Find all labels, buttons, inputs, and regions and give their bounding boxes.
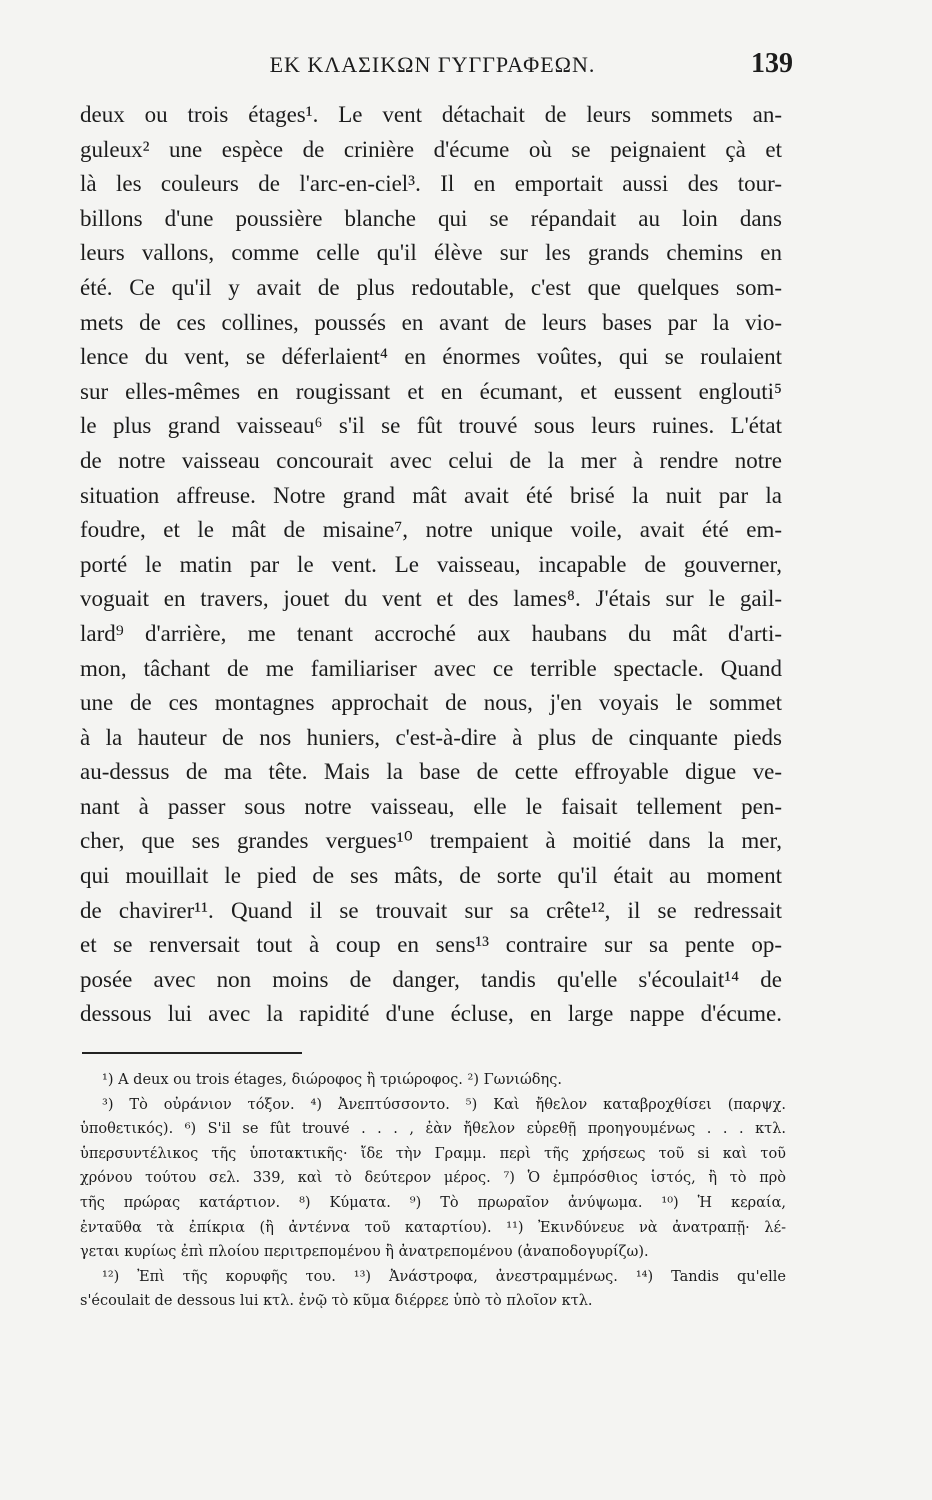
- body-line: nant à passer sous notre vaisseau, elle le faisait tellement pen-: [80, 793, 782, 819]
- body-line: sur elles-mêmes en rougissant et en écumant, et eussent englouti⁵: [80, 378, 782, 404]
- body-line: voguait en travers, jouet du vent et des lames⁸. J'étais sur le gail-: [80, 586, 782, 612]
- body-line: à la hauteur de nos huniers, c'est-à-dire à plus de cinquante pieds: [80, 724, 782, 750]
- footnote-line: χρόνου τούτου σελ. 339, καὶ τὸ δεύτερον μέρος. ⁷) Ὁ ἐμπρόσθιος ἱστός, ἢ τὸ πρὸ: [80, 1170, 786, 1187]
- footnotes: [80, 1068, 786, 1314]
- body-line: foudre, et le mât de misaine⁷, notre unique voile, avait été em-: [80, 517, 782, 543]
- body-line: au-dessus de ma tête. Mais la base de cette effroyable digue ve-: [80, 759, 782, 785]
- body-line: le plus grand vaisseau⁶ s'il se fût trouvé sous leurs ruines. L'état: [80, 413, 782, 439]
- body-line: une de ces montagnes approchait de nous, j'en voyais le sommet: [80, 690, 782, 716]
- body-line: lard⁹ d'arrière, me tenant accroché aux haubans du mât d'arti-: [80, 620, 782, 646]
- body-line: été. Ce qu'il y avait de plus redoutable, c'est que quelques som-: [80, 274, 782, 300]
- body-line: qui mouillait le pied de ses mâts, de sorte qu'il était au moment: [80, 863, 782, 889]
- footnote-line: ¹) A deux ou trois étages, διώροφος ἢ τριώροφος. ²) Γωνιώδης.: [102, 1072, 562, 1088]
- footnote-rule: [82, 1052, 302, 1054]
- body-line: mets de ces collines, poussés en avant de leurs bases par la vio-: [80, 309, 782, 335]
- body-line: posée avec non moins de danger, tandis qu'elle s'écoulait¹⁴ de: [80, 966, 782, 992]
- body-line: de notre vaisseau concourait avec celui de la mer à rendre notre: [80, 447, 782, 473]
- footnote-line: ὑποθετικός). ⁶) S'il se fût trouvé . . . , ἐὰν ἤθελον εὑρεθῇ προηγουμένως . . . κτλ.: [80, 1121, 786, 1138]
- running-title: ΕΚ ΚΛΑΣΙΚΩΝ ΓΥΓΓΡΑΦΕΩΝ.: [269, 52, 596, 77]
- footnote-line: ³) Τὸ οὐράνιον τόξον. ⁴) Ἀνεπτύσσοντο. ⁵) Καὶ ἤθελον καταβροχθίσει (παρψχ.: [102, 1096, 786, 1113]
- body-line: mon, tâchant de me familiariser avec ce terrible spectacle. Quand: [80, 655, 782, 681]
- footnote-line: s'écoulait de dessous lui κτλ. ἐνῷ τὸ κῦμα διέρρεε ὑπὸ τὸ πλοῖον κτλ.: [80, 1293, 593, 1310]
- footnote-line: γεται κυρίως ἐπὶ πλοίου περιτρεπομένου ἢ ἀνατρεπομένου (ἀναποδογυρίζω).: [80, 1244, 649, 1261]
- body-line: là les couleurs de l'arc-en-ciel³. Il en emportait aussi des tour-: [80, 171, 782, 197]
- footnote-line: ὑπερσυντέλικος τῆς ὑποτακτικῆς· ἴδε τὴν Γραμμ. περὶ τῆς χρήσεως τοῦ si καὶ τοῦ: [80, 1145, 786, 1162]
- body-line: cher, que ses grandes vergues¹⁰ trempaient à moitié dans la mer,: [80, 828, 782, 854]
- body-line: deux ou trois étages¹. Le vent détachait de leurs sommets an-: [80, 102, 782, 127]
- page-number: 139: [751, 48, 793, 79]
- body-line: billons d'une poussière blanche qui se répandait au loin dans: [80, 205, 782, 231]
- body-line: leurs vallons, comme celle qu'il élève sur les grands chemins en: [80, 240, 782, 266]
- body-line: dessous lui avec la rapidité d'une écluse, en large nappe d'écume.: [80, 1001, 782, 1027]
- footnote-line: τῆς πρώρας κατάρτιον. ⁸) Κύματα. ⁹) Τὸ πρωραῖον ἀνύψωμα. ¹⁰) Ἡ κεραία,: [80, 1194, 786, 1211]
- footnote-line: ἐνταῦθα τὰ ἐπίκρια (ἢ ἀντέννα τοῦ καταρτίου). ¹¹) Ἐκινδύνευε νὰ ἀνατραπῇ· λέ-: [80, 1219, 786, 1236]
- body-line: situation affreuse. Notre grand mât avait été brisé la nuit par la: [80, 482, 782, 508]
- body-line: de chavirer¹¹. Quand il se trouvait sur sa crête¹², il se redressait: [80, 897, 782, 923]
- footnote-line: ¹²) Ἐπὶ τῆς κορυφῆς του. ¹³) Ἀνάστροφα, ἀνεστραμμένως. ¹⁴) Tandis qu'elle: [102, 1268, 786, 1285]
- body-line: et se renversait tout à coup en sens¹³ contraire sur sa pente op-: [80, 932, 782, 958]
- body-line: lence du vent, se déferlaient⁴ en énormes voûtes, qui se roulaient: [80, 344, 782, 370]
- body-line: guleux² une espèce de crinière d'écume où se peignaient çà et: [80, 136, 782, 162]
- body-line: porté le matin par le vent. Le vaisseau, incapable de gouverner,: [80, 551, 782, 577]
- running-head: [80, 48, 793, 88]
- body-text: [80, 98, 782, 1032]
